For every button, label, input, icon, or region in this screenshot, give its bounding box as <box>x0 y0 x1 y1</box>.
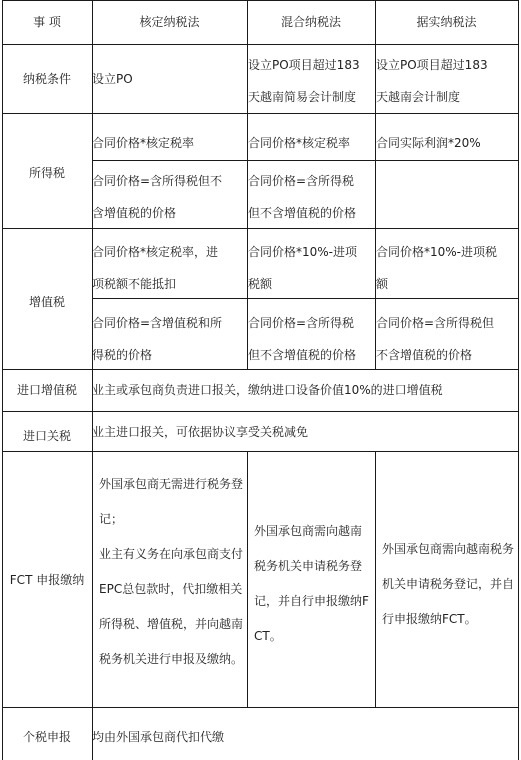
rule <box>375 451 376 707</box>
cell-text: 不含增值税的价格 <box>376 348 473 362</box>
row-label-fct: FCT 申报缴纳 <box>9 573 85 587</box>
row-label-vat: 增值税 <box>28 295 65 309</box>
cell-paragraph: 外国承包商无需进行税务登记； <box>99 477 244 526</box>
cell-text: 天越南简易会计制度 <box>248 90 357 104</box>
rule <box>2 707 519 708</box>
cell-text: 但不含增值税的价格 <box>248 348 357 362</box>
cell-text: 税额 <box>248 277 273 291</box>
rule <box>2 44 519 45</box>
cell-text: 天越南会计制度 <box>376 90 461 104</box>
cell-text: 合同价格*核定税率，进 <box>92 245 219 259</box>
tax-comparison-table <box>2 0 519 760</box>
header-method-actual: 据实纳税法 <box>416 15 477 29</box>
rule <box>247 451 248 707</box>
header-method-fixed: 核定纳税法 <box>139 15 200 29</box>
row-label-import-vat: 进口增值税 <box>16 383 77 397</box>
cell-text: 合同价格=含所得税 <box>248 316 355 330</box>
rule <box>2 411 519 412</box>
cell-text: 得税的价格 <box>92 348 153 362</box>
cell-text: 合同价格*10%-进项 <box>248 245 358 259</box>
cell-text: 项税额不能抵扣 <box>92 277 177 291</box>
cell-text: 但不含增值税的价格 <box>248 206 357 220</box>
cell-text: 设立PO项目超过183 <box>248 58 360 72</box>
cell-text: 业主进口报关，可依据协议享受关税减免 <box>92 425 309 439</box>
cell-text: 合同价格=含所得税但 <box>376 316 495 330</box>
cell-text: 合同价格*10%-进项税 <box>376 245 498 259</box>
cell-text: 合同价格*核定税率 <box>92 136 195 150</box>
cell-paragraph: 外国承包商需向越南税务机关申请税务登记，并自行申报缴纳FCT。 <box>382 542 515 626</box>
rule <box>518 0 519 760</box>
header-item: 事 项 <box>33 15 61 29</box>
cell-text: 设立PO <box>92 72 133 86</box>
row-label-tax-condition: 纳税条件 <box>22 72 71 86</box>
cell-paragraph: 业主有义务在向承包商支付EPC总包款时，代扣缴相关所得税、增值税，并向越南税务机关进行申报及缴纳。 <box>99 547 244 666</box>
rule <box>2 0 519 1</box>
cell-text: 合同价格=含增值税和所 <box>92 316 223 330</box>
header-method-mixed: 混合纳税法 <box>280 15 341 29</box>
cell-text: 设立PO项目超过183 <box>376 58 488 72</box>
cell-text: 合同价格*核定税率 <box>248 136 351 150</box>
row-label-income-tax: 所得税 <box>28 166 65 180</box>
row-label-import-duty: 进口关税 <box>22 429 71 443</box>
cell-text: 均由外国承包商代扣代缴 <box>92 730 225 744</box>
cell-text: 含增值税的价格 <box>92 206 177 220</box>
cell-paragraph: 外国承包商需向越南税务机关申请税务登记，并自行申报缴纳FCT。 <box>254 524 369 643</box>
cell-text: 额 <box>376 277 389 291</box>
cell-text: 合同实际利润*20% <box>376 136 481 150</box>
cell-text: 合同价格=含所得税但不 <box>92 174 223 188</box>
cell-text: 合同价格=含所得税 <box>248 174 355 188</box>
row-label-personal-tax: 个税申报 <box>22 730 71 744</box>
cell-text: 业主或承包商负责进口报关，缴纳进口设备价值10%的进口增值税 <box>92 383 443 397</box>
